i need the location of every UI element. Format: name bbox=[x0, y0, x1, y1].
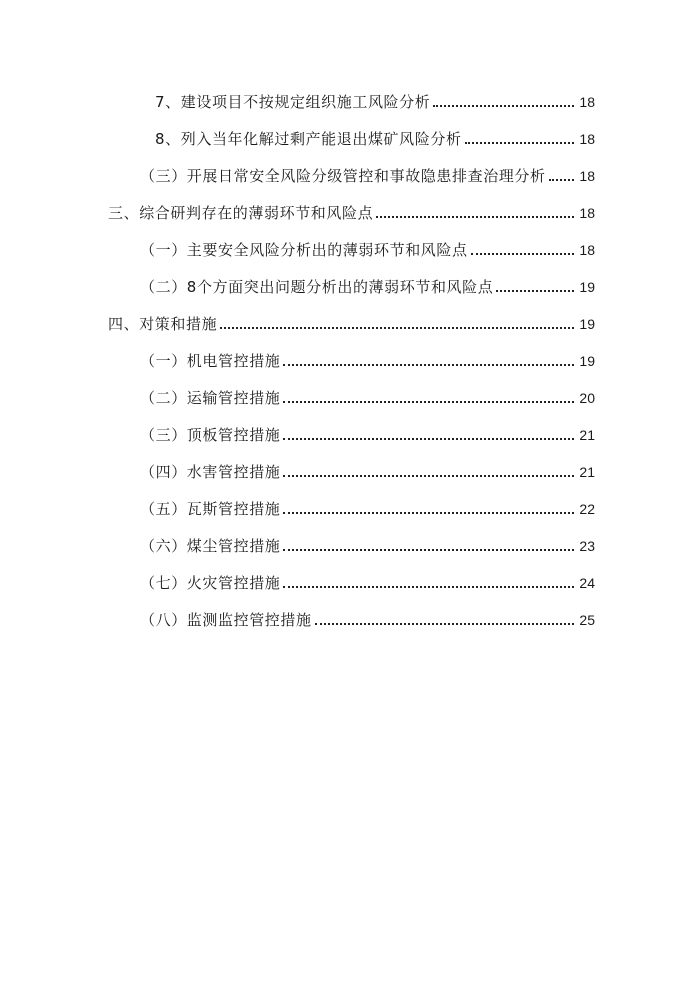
toc-entry-title: 8、列入当年化解过剩产能退出煤矿风险分析 bbox=[155, 130, 462, 148]
dot-leader bbox=[283, 585, 574, 588]
dot-leader bbox=[471, 252, 574, 255]
dot-leader bbox=[283, 400, 574, 403]
toc-entry[interactable] bbox=[140, 421, 595, 445]
toc-entry[interactable] bbox=[108, 199, 595, 223]
toc-entry[interactable] bbox=[140, 384, 595, 408]
toc-entry[interactable] bbox=[140, 532, 595, 556]
toc-entry-page: 21 bbox=[579, 427, 595, 443]
toc-entry[interactable] bbox=[140, 236, 595, 260]
toc-entry-page: 24 bbox=[579, 575, 595, 591]
toc-entry-title: （六）煤尘管控措施 bbox=[140, 537, 281, 555]
toc-entry-title: 7、建设项目不按规定组织施工风险分析 bbox=[155, 93, 431, 111]
toc-entry[interactable] bbox=[140, 495, 595, 519]
dot-leader bbox=[283, 474, 574, 477]
dot-leader bbox=[376, 215, 574, 218]
toc-entry-title: （一）机电管控措施 bbox=[140, 352, 281, 370]
dot-leader bbox=[283, 363, 574, 366]
toc-entry-title: （七）火灾管控措施 bbox=[140, 574, 281, 592]
dot-leader bbox=[496, 289, 574, 292]
dot-leader bbox=[283, 548, 574, 551]
dot-leader bbox=[433, 104, 574, 107]
dot-leader bbox=[549, 178, 574, 181]
toc-entry[interactable] bbox=[140, 569, 595, 593]
toc-entry-page: 18 bbox=[579, 242, 595, 258]
toc-entry-title: （一）主要安全风险分析出的薄弱环节和风险点 bbox=[140, 241, 468, 259]
toc-entry[interactable] bbox=[140, 606, 595, 630]
toc-entry[interactable] bbox=[155, 88, 595, 112]
toc-entry-page: 19 bbox=[579, 353, 595, 369]
toc-entry-title: （二）运输管控措施 bbox=[140, 389, 281, 407]
toc-entry-page: 25 bbox=[579, 612, 595, 628]
toc-entry-page: 19 bbox=[579, 316, 595, 332]
toc-entry-title: （三）顶板管控措施 bbox=[140, 426, 281, 444]
toc-entry-title: （四）水害管控措施 bbox=[140, 463, 281, 481]
toc-entry-title: （五）瓦斯管控措施 bbox=[140, 500, 281, 518]
toc-entry-title: （八）监测监控管控措施 bbox=[140, 611, 312, 629]
toc-entry-title: 三、综合研判存在的薄弱环节和风险点 bbox=[108, 204, 374, 222]
toc-entry-page: 18 bbox=[579, 168, 595, 184]
dot-leader bbox=[315, 622, 574, 625]
dot-leader bbox=[220, 326, 574, 329]
toc-entry[interactable] bbox=[140, 347, 595, 371]
toc-entry-page: 18 bbox=[579, 205, 595, 221]
dot-leader bbox=[283, 437, 574, 440]
toc-entry-page: 23 bbox=[579, 538, 595, 554]
dot-leader bbox=[283, 511, 574, 514]
toc-entry-page: 22 bbox=[579, 501, 595, 517]
toc-entry-page: 21 bbox=[579, 464, 595, 480]
toc-entry[interactable] bbox=[108, 310, 595, 334]
toc-entry-title: （三）开展日常安全风险分级管控和事故隐患排查治理分析 bbox=[140, 167, 546, 185]
toc-entry-page: 19 bbox=[579, 279, 595, 295]
toc-entry-title: （二）8个方面突出问题分析出的薄弱环节和风险点 bbox=[140, 278, 494, 296]
toc-entry[interactable] bbox=[140, 458, 595, 482]
toc-entry[interactable] bbox=[140, 162, 595, 186]
toc-entry-page: 18 bbox=[579, 94, 595, 110]
toc-entry[interactable] bbox=[140, 273, 595, 297]
dot-leader bbox=[465, 141, 574, 144]
toc-entry-page: 20 bbox=[579, 390, 595, 406]
toc-entry-title: 四、对策和措施 bbox=[108, 315, 218, 333]
toc-entry[interactable] bbox=[155, 125, 595, 149]
toc-entry-page: 18 bbox=[579, 131, 595, 147]
